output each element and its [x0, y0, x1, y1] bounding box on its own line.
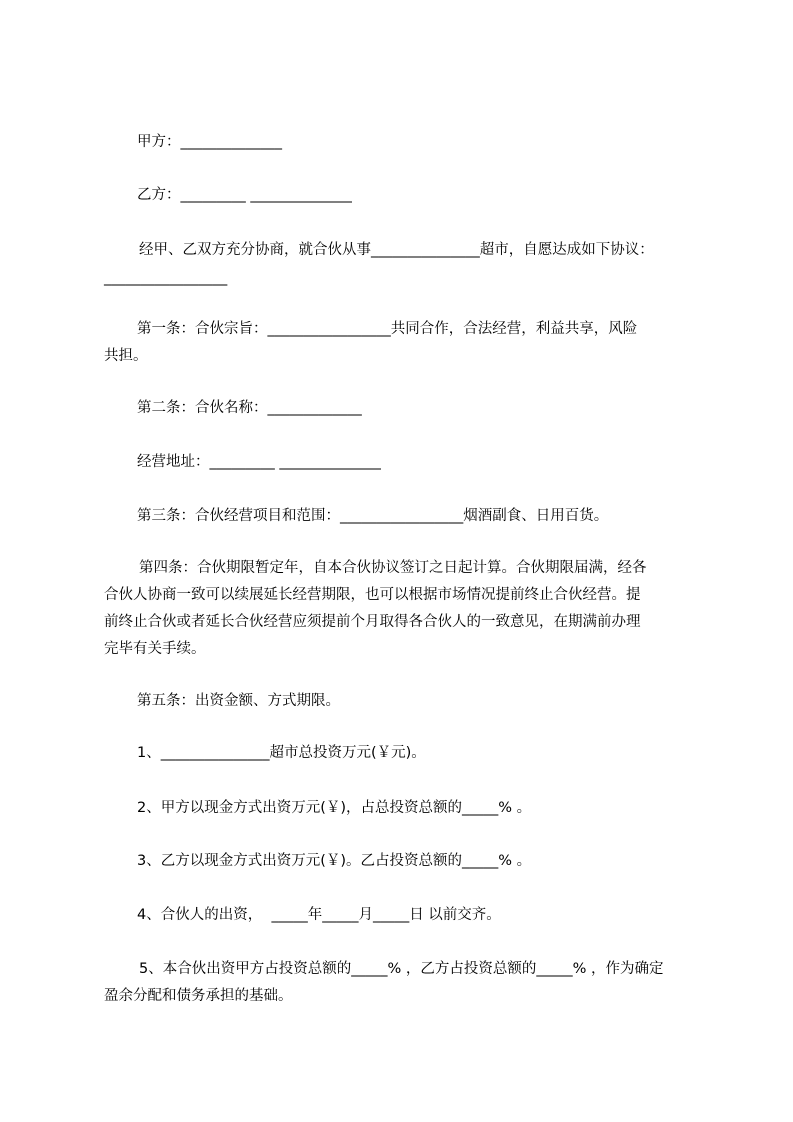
intro-paragraph-line-1: 经甲、乙双方充分协商，就合伙从事_______________超市，自愿达成如下协议： — [139, 242, 654, 258]
party-a-line: 甲方：______________ — [137, 134, 282, 150]
article-1-line-2: 共担。 — [104, 348, 148, 364]
article-5-item-5-line-1: 5、本合伙出资甲方占投资总额的_____% ，乙方占投资总额的_____% ，作为确定 — [139, 961, 664, 977]
article-4-line-1: 第四条：合伙期限暂定年，自本合伙协议签订之日起计算。合伙期限届满，经各 — [139, 560, 647, 576]
party-b-line: 乙方：_________ ______________ — [137, 187, 352, 203]
article-1-line-1: 第一条：合伙宗旨：_________________共同合作，合法经营，利益共享，风险 — [137, 321, 638, 337]
article-4-line-2: 合伙人协商一致可以续展延长经营期限，也可以根据市场情况提前终止合伙经营。提 — [104, 587, 641, 603]
article-2: 第二条：合伙名称：_____________ — [137, 400, 362, 416]
business-address: 经营地址：_________ ______________ — [137, 454, 381, 470]
article-3: 第三条：合伙经营项目和范围：_________________烟酒副食、日用百货。 — [137, 508, 609, 524]
article-5-item-3: 3、乙方以现金方式出资万元(￥)。乙占投资总额的_____% 。 — [137, 853, 532, 869]
article-4-line-4: 完毕有关手续。 — [104, 641, 206, 657]
article-5-item-1: 1、_______________超市总投资万元(￥元)。 — [137, 745, 426, 761]
article-5: 第五条：出资金额、方式期限。 — [137, 693, 340, 709]
intro-paragraph-line-2: _________________ — [104, 270, 228, 286]
article-5-item-5-line-2: 盈余分配和债务承担的基础。 — [104, 988, 293, 1004]
article-5-item-4: 4、合伙人的出资， _____年_____月_____日 以前交齐。 — [137, 907, 501, 923]
article-4-line-3: 前终止合伙或者延长合伙经营应须提前个月取得各合伙人的一致意见，在期满前办理 — [104, 614, 641, 630]
article-5-item-2: 2、甲方以现金方式出资万元(￥)，占总投资总额的_____% 。 — [137, 800, 532, 816]
